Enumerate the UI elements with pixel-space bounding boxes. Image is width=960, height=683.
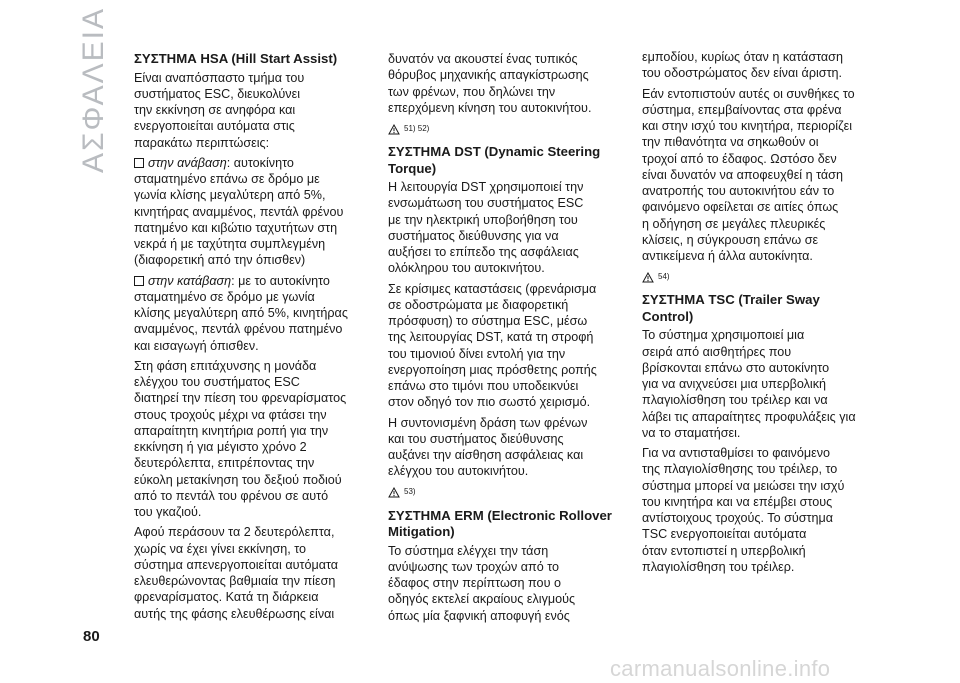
note-ref-53: [388, 486, 618, 500]
bullet-downhill: [134, 273, 356, 354]
warning-triangle-icon: [388, 487, 400, 498]
tsc-paragraph-2: Για να αντισταθμίσει το φαινόμενο της πλαγιολίσθησης του τρέιλερ, το σύστημα μπορεί να μειώσει την ισχύ του κινητήρα και να επέμβει στους αντίστοιχους τροχούς. Το σύστημα TSC ενεργοποιείται αυτόματα όταν εντοπιστεί η υπερβολική πλαγιολίσθηση του τρέιλερ.: [642, 446, 845, 574]
tsc-paragraph-1: Το σύστημα χρησιμοποιεί μια σειρά από αισθητήρες που βρίσκονται επάνω στο αυτοκίνητο για να ανιχνεύσει μια υπερβολική πλαγιολίσθηση του τρέιλερ και να λάβει τις απαραίτητες προφυλάξεις για να το σταματήσει.: [642, 328, 856, 440]
column-1: [134, 49, 356, 626]
footer-watermark: carmanualsonline.info: [610, 656, 831, 681]
warning-triangle-icon: [642, 272, 654, 283]
dst-paragraph-1: Η λειτουργία DST χρησιμοποιεί την ενσωμάτωση του συστήματος ESC με την ηλεκτρική υποβοήθηση του συστήματος διεύθυνσης για να αυξήσει το επίπεδο της ασφάλειας ολόκληρου του αυτοκινήτου.: [388, 180, 584, 276]
note-refs: 53): [404, 487, 416, 497]
note-refs: 54): [658, 272, 670, 282]
bullet-uphill-text: : αυτοκίνητο σταματημένο επάνω σε δρόμο με γωνία κλίσης μεγαλύτερη από 5%, κινητήρας αναμμένος, πεντάλ φρένου πατημένο και κιβώτιο ταχυτήτων στη νεκρά ή με ταχύτητα συμπλεγμένη (διαφορετική από την όπισθεν): [134, 155, 344, 268]
column-3: [642, 49, 887, 579]
bullet-downhill-text: : με το αυτοκίνητο σταματημένο σε δρόμο με γωνία κλίσης μεγαλύτερη από 5%, κινητήρας αναμμένος, πεντάλ φρένου πατημένο και εισαγωγή όπισθεν.: [134, 273, 348, 353]
heading-dst: ΣΥΣΤΗΜΑ DST (Dynamic Steering Torque): [388, 144, 601, 176]
erm-paragraph-1: Το σύστημα ελέγχει την τάση ανύψωσης των τροχών από το έδαφος στην περίπτωση που ο οδηγός εκτελεί ακραίους ελιγμούς όπως μία ξαφνική αποφυγή ενός: [388, 543, 576, 623]
col3-paragraph-2: Εάν εντοπιστούν αυτές οι συνθήκες το σύστημα, επεμβαίνοντας στα φρένα και στην ισχύ του κινητήρα, περιορίζει την πιθανότητα να σηκωθούν οι τροχοί από το έδαφος. Ωστόσο δεν είναι δυνατόν να αποφευχθεί η τάση ανατροπής του αυτοκινήτου εάν το φαινόμενο οφείλεται σε αιτίες όπως η οδήγηση σε μεγάλες πλευρικές κλίσεις, η σύγκρουση επάνω σε αντικείμενα ή άλλα αυτοκίνητα.: [642, 86, 855, 263]
page-number: 80: [83, 628, 100, 645]
square-bullet-icon: [134, 158, 144, 168]
column-2: [388, 51, 618, 628]
warning-triangle-icon: [388, 124, 400, 135]
dst-paragraph-3: Η συντονισμένη δράση των φρένων και του συστήματος διεύθυνσης αυξάνει την αίσθηση ασφάλειας και ελέγχου του αυτοκινήτου.: [388, 415, 588, 479]
col3-paragraph-1: εμποδίου, κυρίως όταν η κατάσταση του οδοστρώματος δεν είναι άριστη.: [642, 50, 843, 81]
bullet-uphill: [134, 155, 356, 269]
square-bullet-icon: [134, 276, 144, 286]
section-title: ΑΣΦΑΛΕΙΑ: [77, 6, 110, 173]
heading-erm: ΣΥΣΤΗΜΑ ERM (Electronic Rollover Mitigation): [388, 507, 612, 539]
note-ref-51-52: [388, 122, 618, 136]
heading-hsa: ΣΥΣΤΗΜΑ HSA (Hill Start Assist): [134, 51, 338, 66]
hsa-intro: Είναι αναπόσπαστο τμήμα του συστήματος ESC, διευκολύνει την εκκίνηση σε ανηφόρα και ενεργοποιείται αυτόματα στις παρακάτω περιπτώσεις:: [134, 70, 305, 150]
hsa-paragraph-3: Αφού περάσουν τα 2 δευτερόλεπτα, χωρίς να έχει γίνει εκκίνηση, το σύστημα απενεργοποιείται αυτόματα ελευθερώνοντας βαθμιαία την πίεση φρεναρίσματος. Κατά τη διάρκεια αυτής της φάσης ελευθέρωσης είναι: [134, 525, 339, 621]
hsa-paragraph-2: Στη φάση επιτάχυνσης η μονάδα ελέγχου του συστήματος ESC διατηρεί την πίεση του φρεναρίσματος στους τροχούς μέχρι να φτάσει την απαραίτητη κινητήρια ροπή για την εκκίνηση ή για μέγιστο χρόνο 2 δευτερόλεπτα, επιτρέποντας την εύκολη μετακίνηση του δεξιού ποδιού από το πεντάλ του φρένου σε αυτό του γκαζιού.: [134, 358, 347, 519]
col2-paragraph-1: δυνατόν να ακουστεί ένας τυπικός θόρυβος μηχανικής απαγκίστρωσης των φρένων, που δηλώνει την επερχόμενη κίνηση του αυτοκινήτου.: [388, 52, 592, 115]
dst-paragraph-2: Σε κρίσιμες καταστάσεις (φρενάρισμα σε οδοστρώματα με διαφορετική πρόσφυση) το σύστημα ESC, μέσω της λειτουργίας DST, κατά τη στροφή του τιμονιού δίνει εντολή για την ενεργοποίηση μιας πρόσθετης ροπής επάνω στο τιμόνι που υποδεικνύει στον οδηγό τον πιο σωστό χειρισμό.: [388, 281, 597, 410]
note-refs: 51) 52): [404, 123, 430, 133]
bullet-downhill-label: στην κατάβαση: [148, 273, 232, 288]
bullet-uphill-label: στην ανάβαση: [148, 155, 227, 170]
note-ref-54: [642, 270, 887, 284]
heading-tsc: ΣΥΣΤΗΜΑ TSC (Trailer Sway Control): [642, 292, 820, 324]
